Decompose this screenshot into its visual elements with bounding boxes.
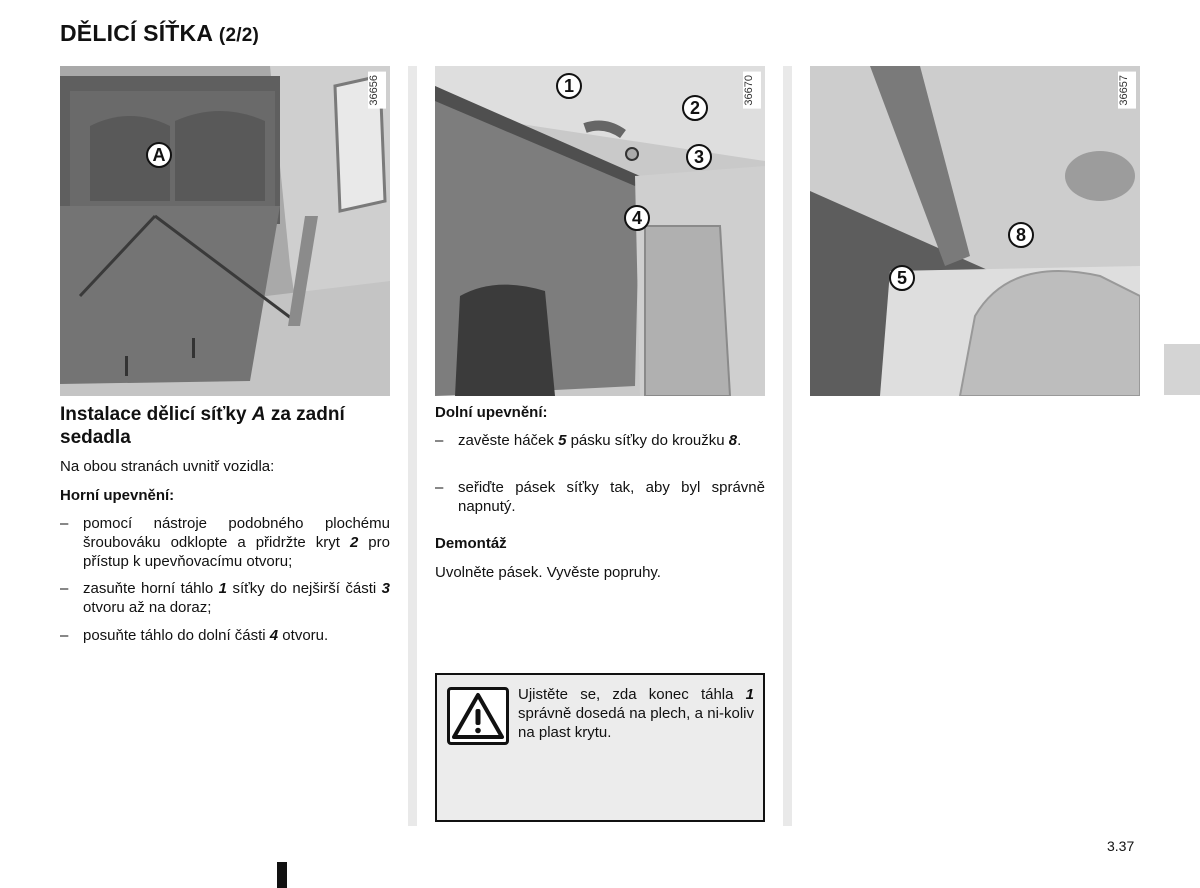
page-number: 3.37 [1107,838,1135,854]
heading-text: za zadní sedadla [60,404,345,448]
list-item-text [458,478,765,516]
list-dash: – [60,627,69,644]
crop-mark [277,862,287,888]
text-run: posuňte táhlo do dolní části [83,627,270,644]
page-title-text: DĚLICÍ SÍŤKA [60,20,213,46]
figure-number: 36670 [743,72,761,109]
figure-number: 36656 [368,72,386,109]
ref-number: 2 [349,534,359,551]
ref-number: 3 [381,580,390,597]
list-item [435,431,765,469]
page-title [60,20,259,47]
intro-text: Na obou stranách uvnitř vozidla: [60,458,275,475]
text-run: síťky do nejširší části [227,580,382,597]
list-item-text [458,431,765,450]
warning-triangle-icon [447,687,509,745]
list-dash: – [60,580,69,597]
text-run: zavěste háček [458,432,559,449]
column-separator [408,66,417,826]
text-run: otvoru. [278,627,329,644]
list-item-text [83,579,390,617]
text-run: seřiďte pásek síťky tak, aby byl správně napnutý. [458,479,765,515]
section-heading [60,403,390,449]
list-item-text [83,514,390,571]
text-run: otvoru až na doraz; [83,599,212,616]
chapter-tab [1164,344,1200,395]
text-run: Ujistěte se, zda konec táhla [518,686,746,703]
list-item [60,514,390,571]
lower-fixing-label: Dolní upevnění: [435,404,548,421]
figure-lower-fixing [810,66,1140,396]
text-run: pro přístup k upevňovacímu otvoru; [83,534,390,570]
list-dash: – [435,479,444,496]
callout-3: 3 [686,144,712,170]
figure-illustration [435,66,765,396]
callout-a: A [146,142,172,168]
text-run: pásku síťky do kroužku [566,432,729,449]
figure-illustration [60,66,390,396]
list-dash: – [60,515,69,532]
callout-1: 1 [556,73,582,99]
removal-heading: Demontáž [435,535,507,552]
removal-text: Uvolněte pásek. Vyvěste popruhy. [435,564,661,581]
heading-text: Instalace dělicí síťky [60,404,252,425]
column-separator [783,66,792,826]
callout-5: 5 [889,265,915,291]
list-item-text [83,626,390,645]
callout-2: 2 [682,95,708,121]
list-dash: – [435,432,444,449]
figure-upper-fixing [435,66,765,396]
callout-8: 8 [1008,222,1034,248]
ref-number: 4 [269,627,279,644]
figure-number: 36657 [1118,72,1136,109]
text-run: . [737,432,742,449]
upper-fixing-label: Horní upevnění: [60,487,175,504]
warning-box [435,673,765,822]
figure-rear-net-installed [60,66,390,396]
ref-number: 5 [558,432,567,449]
heading-letter: A [251,404,266,425]
list-item [435,478,765,516]
callout-4: 4 [624,205,650,231]
ref-number: 8 [728,432,738,449]
list-item [60,579,390,617]
text-run: pomocí nástroje podobného plochému šroubováku odklopte a přidržte kryt [83,515,390,551]
list-item [60,626,390,645]
ref-number: 1 [218,580,227,597]
text-run: zasuňte horní táhlo [83,580,219,597]
warning-text [518,685,754,742]
text-run: správně dosedá na plech, a ni-koliv na plast krytu. [518,705,754,741]
page-title-part: (2/2) [218,25,259,46]
figure-illustration [810,66,1140,396]
ref-number: 1 [745,686,754,703]
